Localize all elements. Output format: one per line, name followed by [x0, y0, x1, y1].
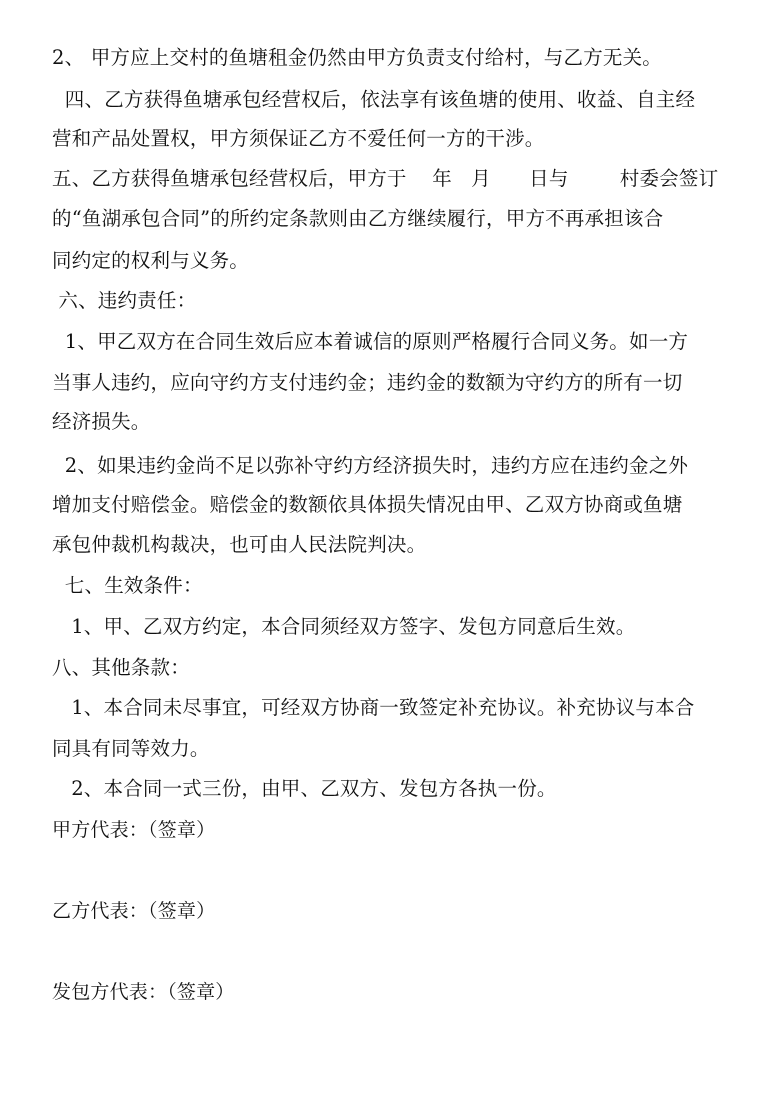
paragraph-line: 的“鱼湖承包合同”的所约定条款则由乙方继续履行，甲方不再承担该合: [52, 207, 664, 230]
paragraph-line: 当事人违约，应向守约方支付违约金；违约金的数额为守约方的所有一切: [52, 371, 683, 394]
paragraph-line: 营和产品处置权，甲方须保证乙方不爱任何一方的干涉。: [52, 127, 545, 150]
party-b-signature-label: 乙方代表：（签章）: [52, 900, 216, 922]
paragraph-line: 1、甲、乙双方约定，本合同须经双方签字、发包方同意后生效。: [52, 615, 636, 638]
paragraph-line: 增加支付赔偿金。赔偿金的数额依具体损失情况由甲、乙双方协商或鱼塘: [52, 493, 683, 516]
paragraph-line: 同具有同等效力。: [52, 737, 210, 760]
paragraph-line: 经济损失。: [52, 410, 151, 433]
party-a-signature-label: 甲方代表：（签章）: [52, 819, 216, 841]
paragraph-line: 四、乙方获得鱼塘承包经营权后，依法享有该鱼塘的使用、收益、自主经: [52, 88, 696, 111]
paragraph-line: 同约定的权利与义务。: [52, 249, 250, 272]
paragraph-line: 承包仲裁机构裁决，也可由人民法院判决。: [52, 533, 427, 556]
section-heading: 八、其他条款：: [52, 656, 190, 679]
paragraph-line: 1、本合同未尽事宜，可经双方协商一致签定补充协议。补充协议与本合: [52, 696, 695, 719]
paragraph-line: 2、 甲方应上交村的鱼塘租金仍然由甲方负责支付给村，与乙方无关。: [52, 46, 663, 69]
paragraph-line: 五、乙方获得鱼塘承包经营权后，甲方于 年 月 日与 村委会签订: [52, 167, 719, 190]
paragraph-line: 1、甲乙双方在合同生效后应本着诚信的原则严格履行合同义务。如一方: [52, 330, 689, 353]
paragraph-line: 2、本合同一式三份，由甲、乙双方、发包方各执一份。: [52, 777, 557, 800]
contractor-signature-label: 发包方代表：（签章）: [52, 981, 235, 1003]
paragraph-line: 2、如果违约金尚不足以弥补守约方经济损失时，违约方应在违约金之外: [52, 454, 689, 477]
section-heading: 六、违约责任：: [52, 289, 197, 312]
section-heading: 七、生效条件：: [52, 574, 203, 597]
